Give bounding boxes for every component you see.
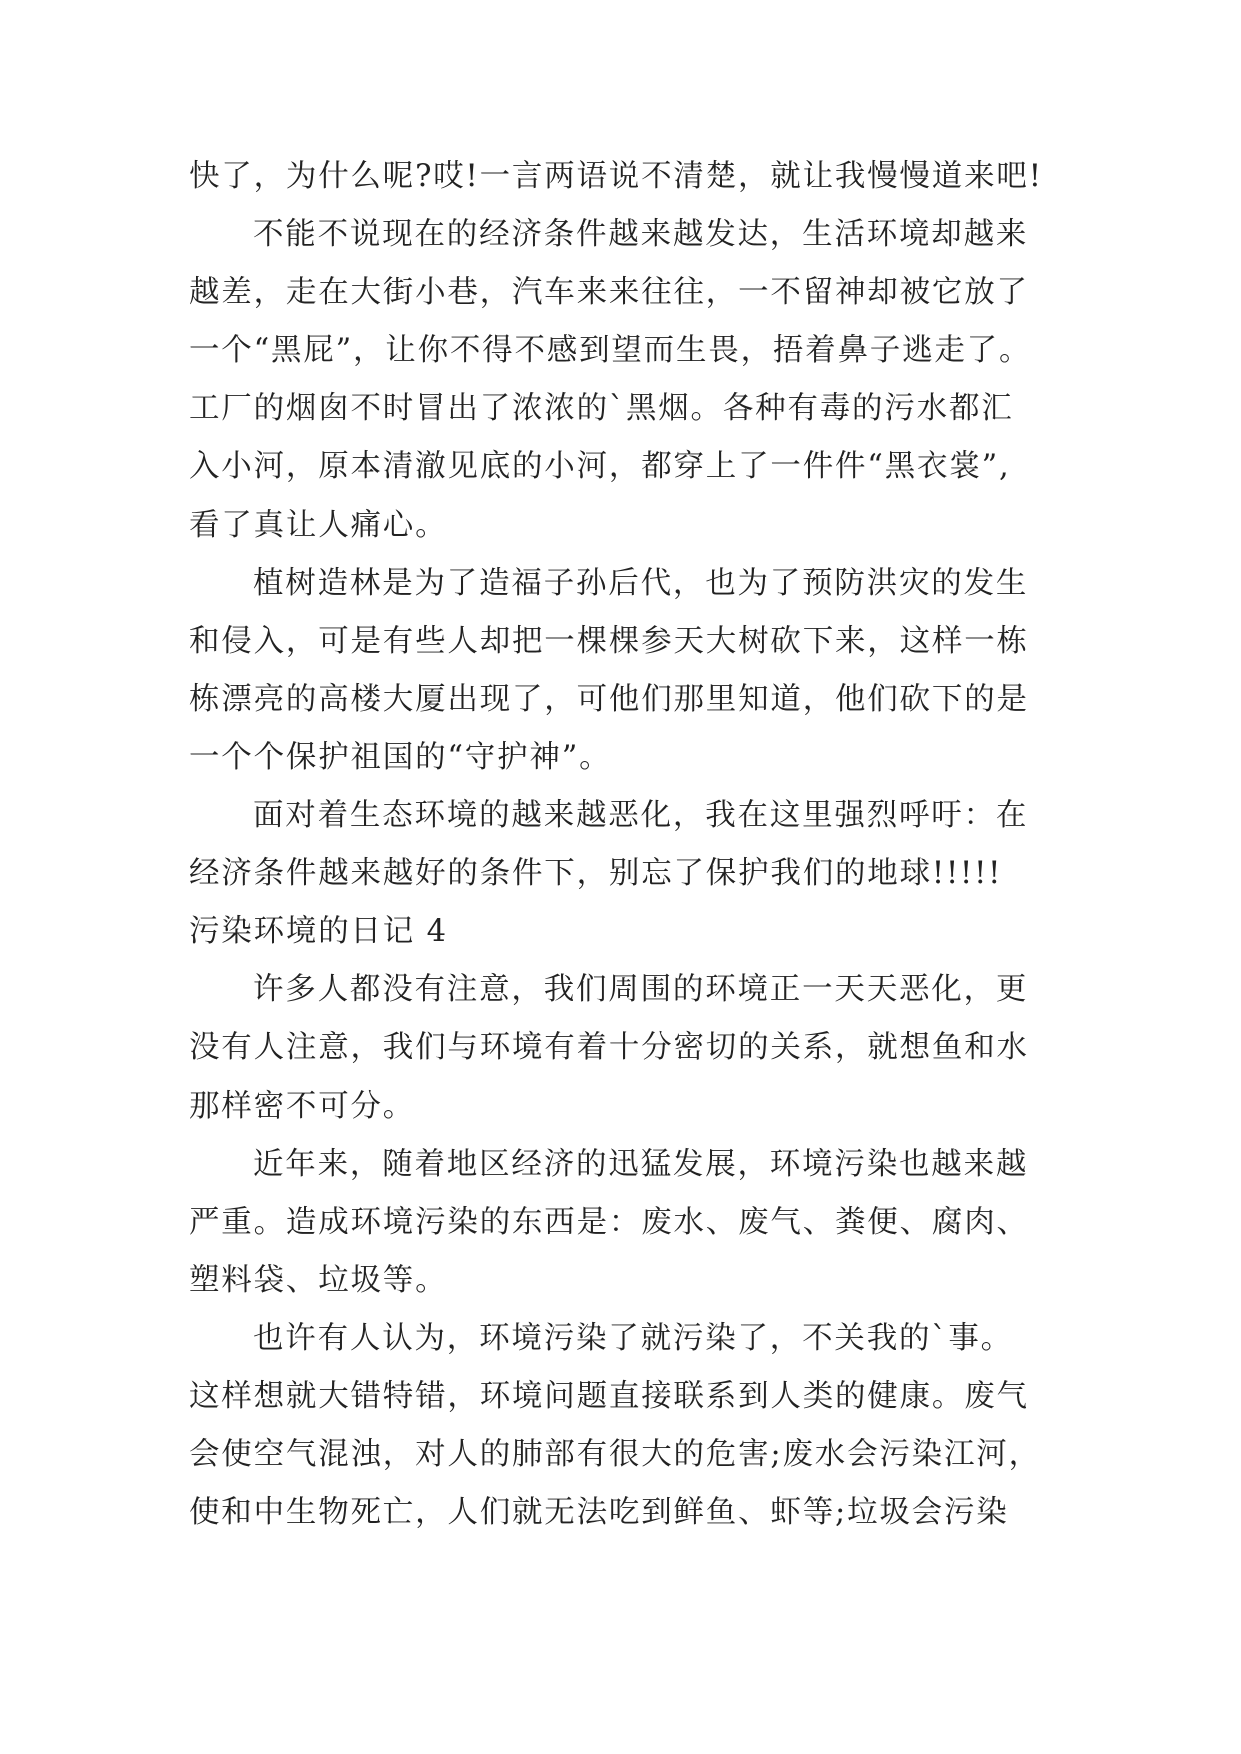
text-line: 不能不说现在的经济条件越来越发达，生活环境却越来 xyxy=(253,217,1029,253)
text-line: 这样想就大错特错，环境问题直接联系到人类的健康。废气 xyxy=(189,1378,1029,1414)
text-line: 越差，走在大街小巷，汽车来来往往，一不留神却被它放了 xyxy=(189,275,1029,311)
text-line: 严重。造成环境污染的东西是：废水、废气、粪便、腐肉、 xyxy=(189,1204,1029,1240)
text-line: 使和中生物死亡，人们就无法吃到鲜鱼、虾等;垃圾会污染 xyxy=(189,1495,1009,1531)
text-line: 入小河，原本清澈见底的小河，都穿上了一件件“黑衣裳”, xyxy=(189,449,1011,485)
text-line: 工厂的烟囱不时冒出了浓浓的`黑烟。各种有毒的污水都汇 xyxy=(189,391,1014,427)
text-line: 一个个保护祖国的“守护神”。 xyxy=(189,739,612,775)
text-line: 看了真让人痛心。 xyxy=(189,507,448,543)
text-line: 一个“黑屁”，让你不得不感到望而生畏，捂着鼻子逃走了。 xyxy=(189,333,1032,369)
text-line: 经济条件越来越好的条件下，别忘了保护我们的地球!!!!! xyxy=(189,856,1003,892)
text-line: 植树造林是为了造福子孙后代，也为了预防洪灾的发生 xyxy=(253,565,1029,601)
text-line: 栋漂亮的高楼大厦出现了，可他们那里知道，他们砍下的是 xyxy=(189,681,1029,717)
section-heading: 污染环境的日记 4 xyxy=(189,914,448,950)
text-line: 近年来，随着地区经济的迅猛发展，环境污染也越来越 xyxy=(253,1146,1029,1182)
text-line: 许多人都没有注意，我们周围的环境正一天天恶化，更 xyxy=(253,972,1029,1008)
text-line: 快了，为什么呢?哎!一言两语说不清楚，就让我慢慢道来吧! xyxy=(189,159,1043,194)
text-line: 也许有人认为，环境污染了就污染了，不关我的`事。 xyxy=(253,1320,1013,1356)
text-line: 和侵入，可是有些人却把一棵棵参天大树砍下来，这样一栋 xyxy=(189,623,1029,659)
text-line: 那样密不可分。 xyxy=(189,1088,416,1124)
text-line: 面对着生态环境的越来越恶化，我在这里强烈呼吁：在 xyxy=(253,798,1029,834)
text-line: 会使空气混浊，对人的肺部有很大的危害;废水会污染江河， xyxy=(189,1437,1041,1473)
document-body xyxy=(189,148,1069,1542)
text-line: 没有人注意，我们与环境有着十分密切的关系，就想鱼和水 xyxy=(189,1030,1029,1066)
text-line: 塑料袋、垃圾等。 xyxy=(189,1262,448,1298)
